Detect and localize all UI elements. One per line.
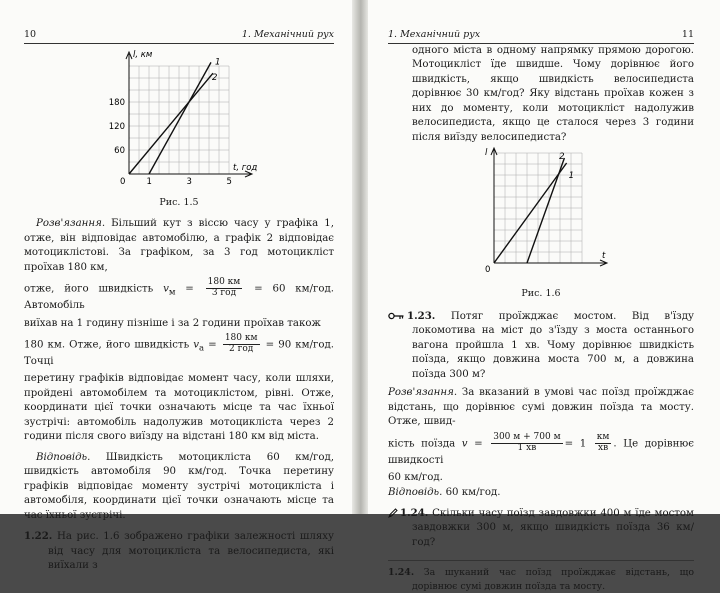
footnote-divider (388, 560, 694, 561)
series-label-2: 2 (559, 152, 565, 163)
left-answer-label: Відповідь. (36, 451, 91, 463)
right-answer-text: 60 км/год. (445, 486, 501, 498)
formula-1-suffix: Автомобіль (24, 300, 85, 312)
pencil-icon (388, 508, 398, 518)
footnote-number: 1.24. (388, 567, 415, 579)
left-solution-text-1: Більший кут з віссю часу у графіка 1, отже, він відповідає автомобілю, а графік 2 відповідає мотоциклістові. За графіком, за 3 год мотоцикліст проїхав 180 км, (24, 218, 334, 273)
formula-train-line: кість поїзда v = $\frac{300 м + 700 м}{1 хв}$ = 1 $\frac{км}{хв}$ . Це дорівнює швидкості (388, 431, 694, 466)
figure-1-5-caption: Рис. 1.5 (159, 197, 199, 208)
figure-1-6-graph (466, 145, 616, 285)
figure-1-5-graph (99, 44, 259, 194)
formula-3-den: 1 хв (517, 442, 537, 453)
problem-1-22-number: 1.22. (24, 530, 53, 543)
x-tick-label: 1 (146, 177, 152, 187)
right-answer-paragraph (388, 486, 694, 500)
problem-1-24-number: 1.24. (400, 506, 429, 519)
problem-1-24 (388, 506, 694, 550)
formula-2-suffix: Точці (24, 355, 54, 367)
series-line-1 (129, 73, 213, 174)
left-page (0, 0, 352, 572)
formula-3-mid: = 1 (564, 438, 587, 450)
y-tick-label: 60 (114, 146, 125, 156)
formula-3-fraction (491, 433, 562, 454)
series-label-1: 1 (568, 171, 575, 182)
formula-3-unit-num: км (596, 431, 610, 442)
formula-1-den: 3 год (211, 288, 237, 299)
book-gutter (352, 0, 368, 514)
footnote-1-24 (388, 566, 694, 593)
formula-1-prefix: отже, його швидкість (24, 283, 154, 295)
origin-label: 0 (120, 177, 126, 187)
right-answer-label: Відповідь. (388, 486, 443, 498)
y-axis-label: l (485, 148, 488, 159)
right-page (368, 0, 720, 592)
formula-1-result: = 60 км/год. (254, 283, 334, 295)
left-running-head: 1. Механічний рух (241, 28, 334, 40)
formula-2-prefix: 180 км. Отже, його швидкість (24, 339, 190, 351)
right-running-header (388, 22, 694, 44)
right-solution-label: Розв'язання. (388, 387, 458, 399)
formula-1-fraction (206, 278, 243, 299)
problem-1-24-text: Скільки часу поїзд завдовжки 400 м їде мостом завдовжки 300 м, якщо швидкість поїзда 36 км/год? (412, 507, 694, 548)
x-axis-label: t, год (233, 163, 258, 173)
problem-1-22-continuation: одного міста в одному напрямку прямою дорогою. Мотоцикліст їде швидше. Чому дорівнює його швидкість, якщо швидкість велосипедиста дорівнює 30 км/год? Яку відстань проїхав кожен з них до моменту, коли мотоцикліст надолужив велосипедиста, якщо це сталося через 3 години після виїзду велосипедиста? (412, 45, 694, 143)
y-axis-label: l, км (133, 50, 153, 60)
footnote-text: За шуканий час поїзд проїжджає відстань, що дорівнює сумі довжин поїзда та мосту. (412, 567, 694, 592)
left-mid-text: виїхав на 1 годину пізніше і за 2 години проїхав також (24, 317, 321, 329)
series-line-2 (149, 62, 211, 174)
left-solution-text-2: перетину графіків відповідає момент часу, коли шляхи, пройдені автомобілем та мотоциклістом, рівні. Отже, координати цієї точки означають місце та час їхньої зустрічі: автомобіль надолужив мотоцикліста через 2 години після свого виїзду на відстані 180 км від міста. (24, 373, 334, 443)
x-tick-label: 3 (186, 177, 192, 187)
left-solution-paragraph (24, 217, 334, 275)
formula-3-var: v (461, 438, 468, 450)
formula-2-result: = 90 км/год. (265, 339, 334, 351)
problem-1-22 (24, 529, 334, 573)
series-label-1: 1 (215, 57, 221, 68)
formula-2-num: 180 км (224, 333, 258, 344)
left-answer-text: Швидкість мотоцикліста 60 км/год, швидкість автомобіля 90 км/год. Точка перетину графіків відповідає моменту зустрічі мотоцикліста і автомобіля, координати цієї точки означають місце та час їхньої зустрічі. (24, 451, 334, 521)
key-icon (388, 312, 404, 320)
formula-1-num: 180 км (207, 277, 241, 288)
right-solution-text: За вказаний в умові час поїзд проїжджає відстань, що дорівнює сумі довжин поїзда та мосту. Отже, швид- (388, 387, 694, 428)
problem-1-23-text: Потяг проїжджає мостом. Від в'їзду локомотива на міст до з'їзду з моста останнього вагона пройшла 1 хв. Чому дорівнює швидкість поїзда, якщо довжина моста 700 м, а довжина поїзда 300 м? (412, 310, 694, 380)
formula-1-var: v (163, 283, 169, 295)
formula-motorcyclist-line: отже, його швидкість $v_м$ = $\frac{180 км}{\text{3 год}}$ = 60 км/год. Автомобіль (24, 277, 334, 312)
right-running-head: 1. Механічний рух (388, 28, 481, 40)
problem-1-23-number: 1.23. (407, 309, 436, 322)
formula-3-num: 300 м + 700 м (493, 431, 561, 442)
formula-2-var: v (193, 339, 200, 351)
formula-2-fraction (223, 334, 260, 355)
x-axis-label: t (602, 251, 606, 262)
left-page-number: 10 (24, 28, 37, 40)
left-solution-label: Розв'язання. (36, 218, 106, 230)
series-label-2: 2 (212, 73, 218, 83)
problem-1-22-text: На рис. 1.6 зображено графіки залежності шляху від часу для мотоцикліста та велосипедиста, які виїхали з (48, 531, 334, 572)
left-answer-paragraph (24, 451, 334, 523)
left-running-header (24, 22, 334, 44)
formula-car-line: 180 км. Отже, його швидкість $v_а$ = $\frac{180 км}{\text{2 год}}$ = 90 км/год. Точці (24, 333, 334, 367)
right-page-number: 11 (681, 28, 694, 40)
figure-1-6-caption: Рис. 1.6 (521, 288, 561, 300)
formula-3-unit-den: хв (598, 442, 609, 453)
x-tick-label: 5 (226, 177, 232, 187)
formula-2-sub: а (199, 343, 205, 354)
y-tick-label: 120 (108, 122, 125, 132)
formula-2-den: 2 год (229, 344, 254, 355)
formula-3-unit-fraction (595, 433, 612, 454)
problem-1-23 (388, 309, 694, 382)
formula-1-sub: м (168, 287, 176, 298)
formula-3-continuation: 60 км/год. (388, 472, 443, 484)
right-solution-paragraph (388, 386, 694, 429)
formula-3-suffix: . Це дорівнює швидкості (388, 438, 694, 466)
formula-3-prefix: кість поїзда (388, 438, 456, 450)
origin-label: 0 (485, 265, 491, 276)
y-tick-label: 180 (108, 98, 125, 108)
